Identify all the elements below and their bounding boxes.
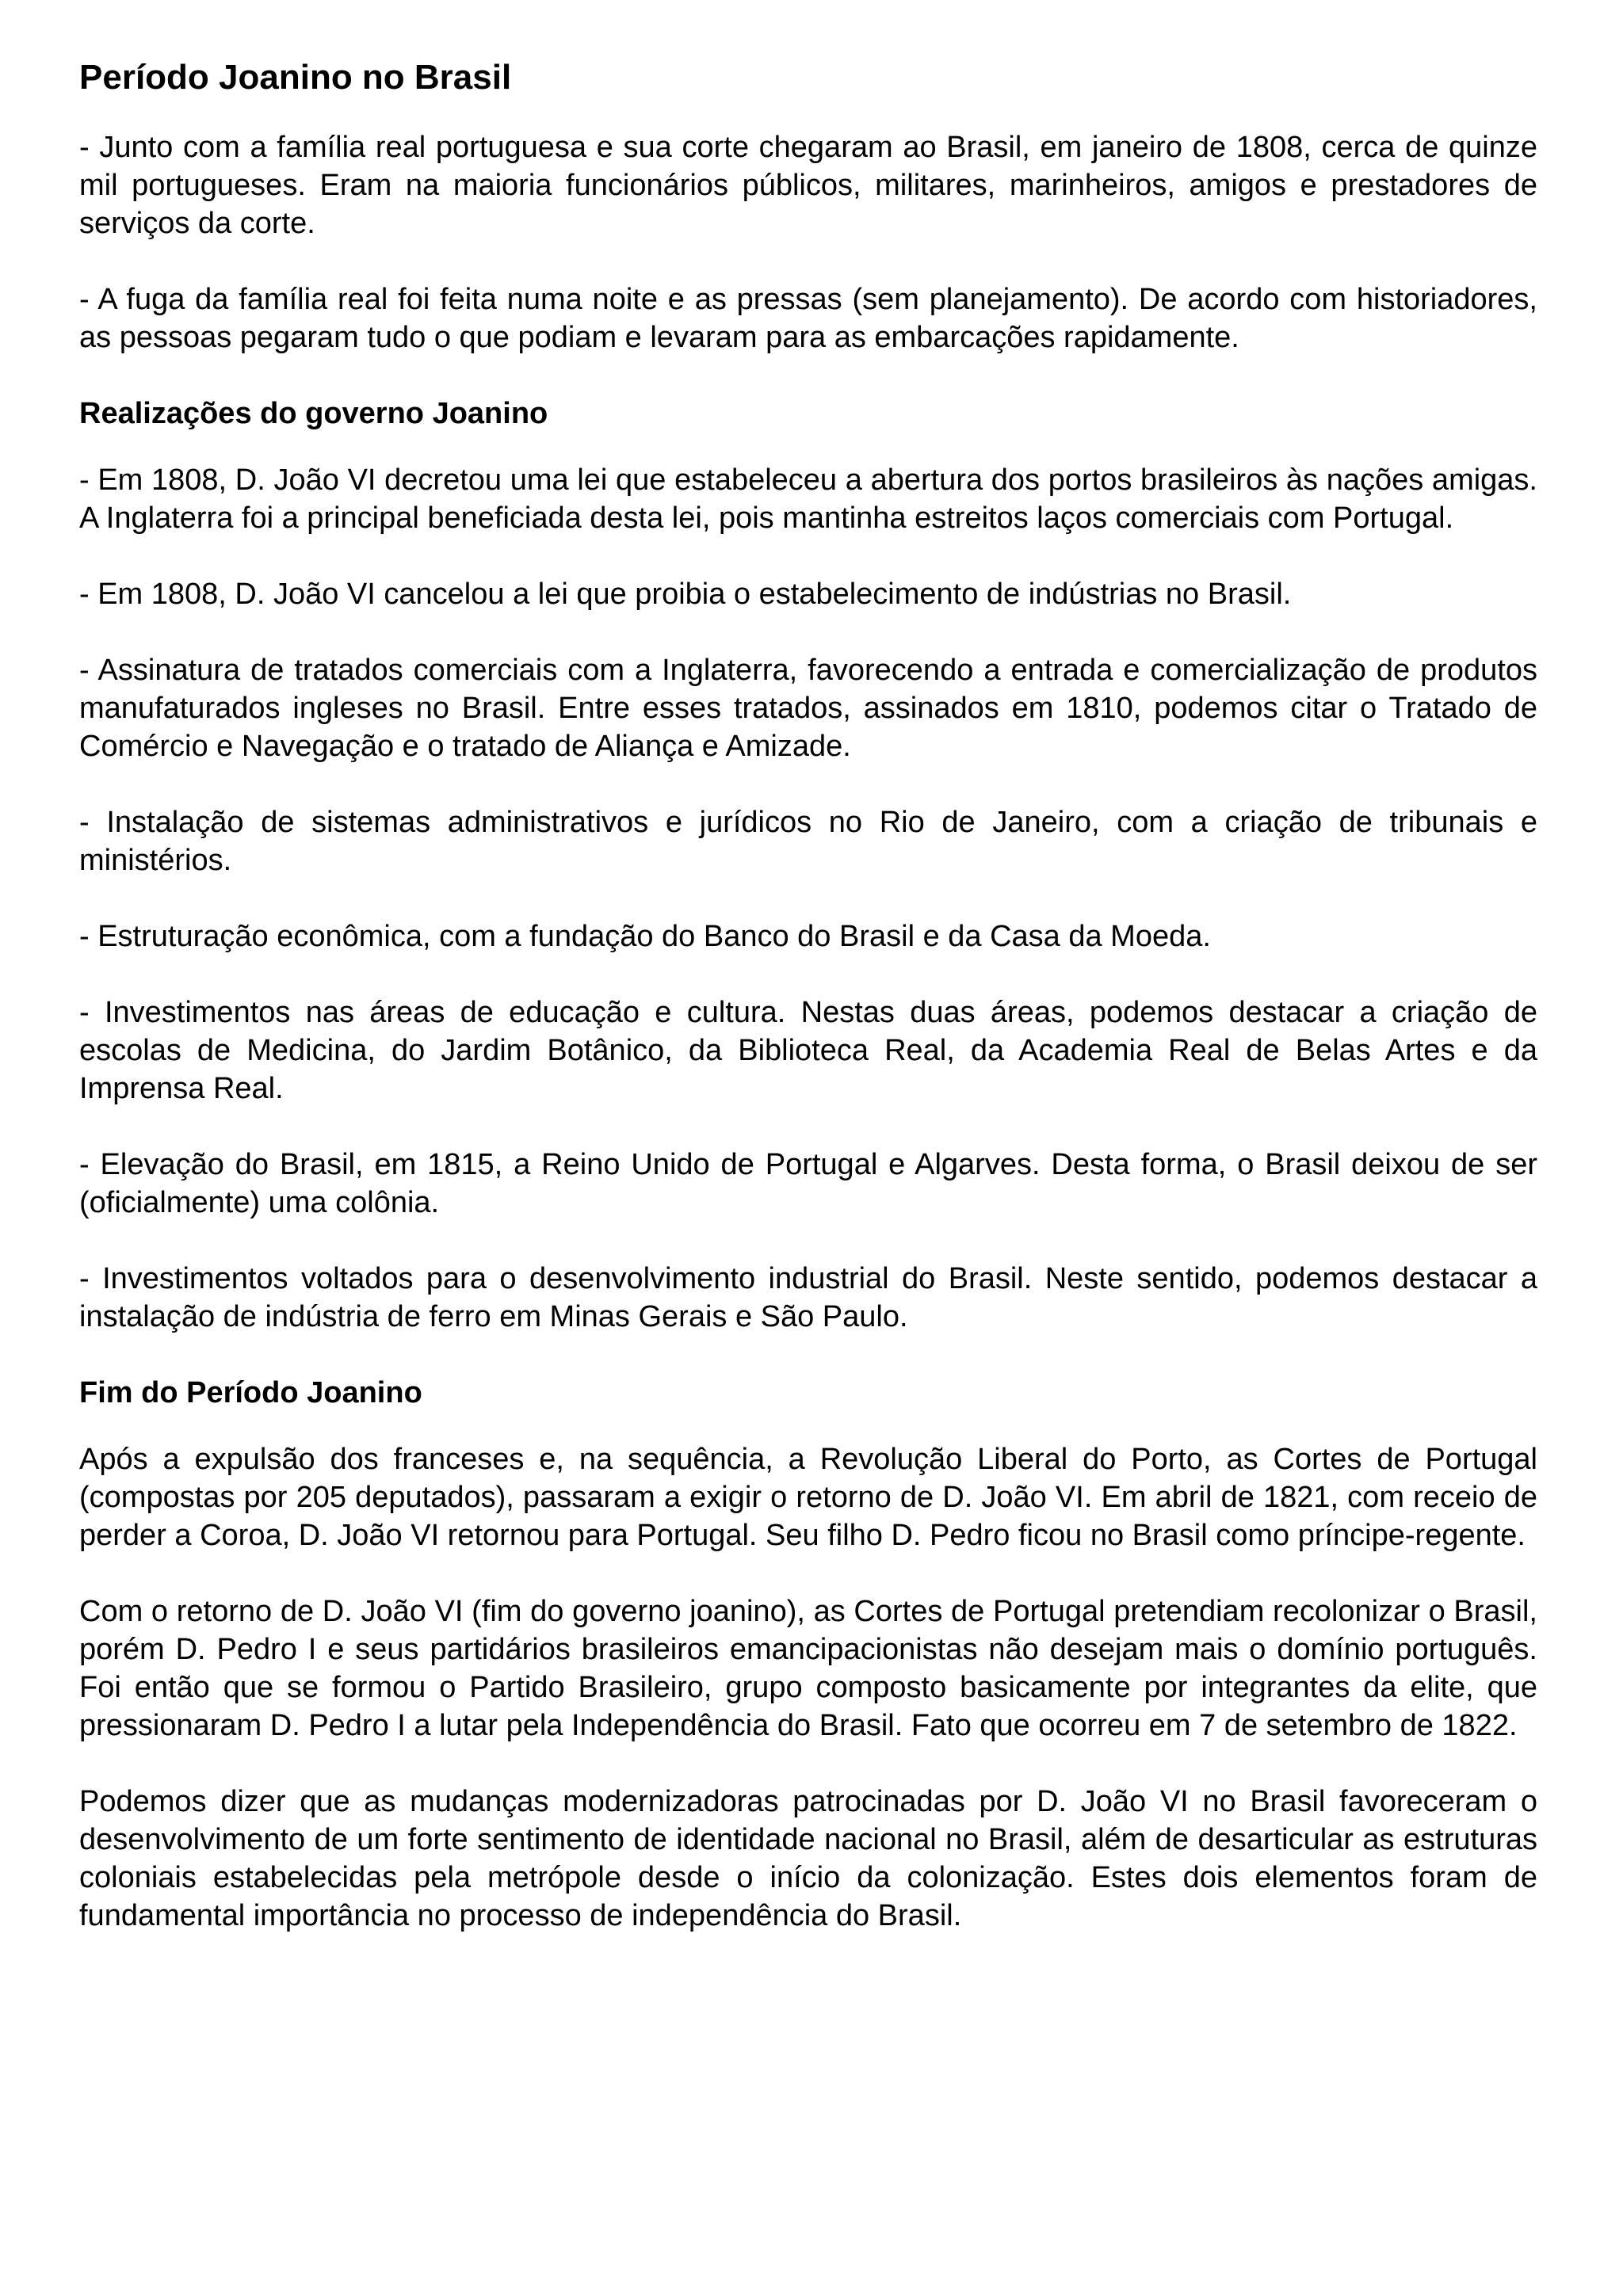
realizacoes-paragraph-3: - Assinatura de tratados comerciais com a Inglaterra, favorecendo a entrada e comercialização de produtos manufaturados ingleses no Brasil. Entre esses tratados, assinados em 1810, podemos citar o Tratado de Comércio e Navegação e o tratado de Aliança e Amizade. bbox=[79, 654, 1537, 763]
section-heading-realizacoes: Realizações do governo Joanino bbox=[79, 397, 548, 430]
section-heading-fim: Fim do Período Joanino bbox=[79, 1376, 422, 1409]
realizacoes-paragraph-6: - Investimentos nas áreas de educação e cultura. Nestas duas áreas, podemos destacar a criação de escolas de Medicina, do Jardim Botânico, da Biblioteca Real, da Academia Real de Belas Artes e da Imprensa Real. bbox=[79, 996, 1537, 1105]
realizacoes-paragraph-5: - Estruturação econômica, com a fundação do Banco do Brasil e da Casa da Moeda. bbox=[79, 920, 1211, 953]
realizacoes-paragraph-8: - Investimentos voltados para o desenvolvimento industrial do Brasil. Neste sentido, podemos destacar a instalação de indústria de ferro em Minas Gerais e São Paulo. bbox=[79, 1262, 1537, 1333]
realizacoes-paragraph-7: - Elevação do Brasil, em 1815, a Reino Unido de Portugal e Algarves. Desta forma, o Brasil deixou de ser (oficialmente) uma colônia. bbox=[79, 1148, 1537, 1219]
realizacoes-paragraph-4: - Instalação de sistemas administrativos e jurídicos no Rio de Janeiro, com a criação de tribunais e ministérios. bbox=[79, 806, 1537, 877]
fim-paragraph-1: Após a expulsão dos franceses e, na sequência, a Revolução Liberal do Porto, as Cortes de Portugal (compostas por 205 deputados), passaram a exigir o retorno de D. João VI. Em abril de 1821, com receio de perder a Coroa, D. João VI retornou para Portugal. Seu filho D. Pedro ficou no Brasil como príncipe-regente. bbox=[79, 1443, 1537, 1552]
document-page bbox=[79, 55, 1537, 1973]
intro-paragraph-1: - Junto com a família real portuguesa e sua corte chegaram ao Brasil, em janeiro de 1808, cerca de quinze mil portugueses. Eram na maioria funcionários públicos, militares, marinheiros, amigos e prestadores de serviços da corte. bbox=[79, 131, 1537, 240]
document-title: Período Joanino no Brasil bbox=[79, 58, 512, 97]
realizacoes-paragraph-2: - Em 1808, D. João VI cancelou a lei que proibia o estabelecimento de indústrias no Brasil. bbox=[79, 578, 1292, 611]
intro-paragraph-2: - A fuga da família real foi feita numa noite e as pressas (sem planejamento). De acordo com historiadores, as pessoas pegaram tudo o que podiam e levaram para as embarcações rapidamente. bbox=[79, 283, 1537, 354]
fim-paragraph-2: Com o retorno de D. João VI (fim do governo joanino), as Cortes de Portugal pretendiam recolonizar o Brasil, porém D. Pedro I e seus partidários brasileiros emancipacionistas não desejam mais o domínio português. Foi então que se formou o Partido Brasileiro, grupo composto basicamente por integrantes da elite, que pressionaram D. Pedro I a lutar pela Independência do Brasil. Fato que ocorreu em 7 de setembro de 1822. bbox=[79, 1595, 1537, 1742]
realizacoes-paragraph-1: - Em 1808, D. João VI decretou uma lei que estabeleceu a abertura dos portos brasileiros às nações amigas. A Inglaterra foi a principal beneficiada desta lei, pois mantinha estreitos laços comerciais com Portugal. bbox=[79, 463, 1537, 535]
fim-paragraph-3: Podemos dizer que as mudanças modernizadoras patrocinadas por D. João VI no Brasil favoreceram o desenvolvimento de um forte sentimento de identidade nacional no Brasil, além de desarticular as estruturas coloniais estabelecidas pela metrópole desde o início da colonização. Estes dois elementos foram de fundamental importância no processo de independência do Brasil. bbox=[79, 1785, 1537, 1932]
